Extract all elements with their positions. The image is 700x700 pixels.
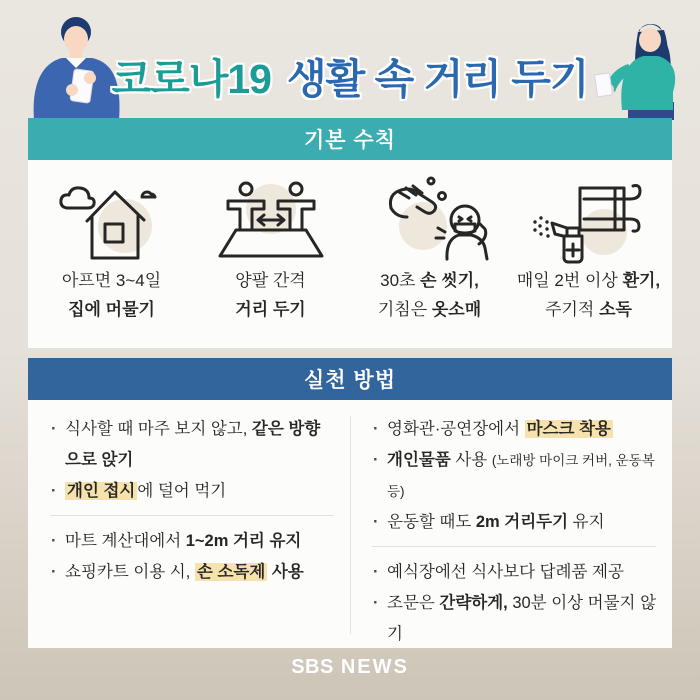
rule-ventilation (509, 172, 668, 348)
distance-icon (201, 172, 341, 266)
practice-header: 실천 방법 (28, 358, 672, 400)
rule-line1: 매일 2번 이상 환기, (516, 271, 661, 290)
logo-news: NEWS (340, 656, 409, 678)
list-item: · 개인물품 사용 (노래방 마이크 커버, 운동복 등) (372, 445, 656, 507)
practice-list-events (372, 546, 656, 650)
list-item: · 개인 접시 에 덜어 먹기 (50, 476, 334, 507)
sbs-news-logo (0, 656, 700, 679)
rule-line2: 집에 머물기 (68, 300, 155, 319)
rule-hand-wash (350, 172, 509, 348)
practice-card (28, 358, 672, 648)
stay-home-icon (42, 172, 182, 266)
list-item: · 영화관·공연장에서 마스크 착용 (372, 414, 656, 445)
rule-line1: 아프면 3~4일 (61, 271, 162, 290)
rule-stay-home (32, 172, 191, 348)
title-covid19: 코로나19 (111, 56, 271, 102)
rule-line2: 주기적 소독 (545, 300, 632, 319)
rule-distance (191, 172, 350, 348)
page-title (0, 46, 700, 105)
basic-rules-body (28, 160, 672, 348)
practice-right-column (350, 406, 672, 650)
title-distancing: 생활 속 거리 두기 (287, 56, 589, 102)
rule-line2: 거리 두기 (235, 300, 306, 319)
practice-left-column (28, 406, 350, 650)
practice-list-dining (50, 414, 334, 507)
column-divider (350, 416, 351, 634)
rule-line1: 양팔 간격 (235, 271, 306, 290)
basic-rules-header: 기본 수칙 (28, 118, 672, 160)
list-item: · 조문은 간략하게, 30분 이상 머물지 않기 (372, 588, 656, 650)
practice-list-leisure (372, 414, 656, 538)
rule-line1: 30초 손 씻기, (380, 271, 479, 290)
list-item: · 운동할 때도 2m 거리두기 유지 (372, 507, 656, 538)
list-item: · 예식장에선 식사보다 답례품 제공 (372, 557, 656, 588)
list-item: · 쇼핑카트 이용 시, 손 소독제 사용 (50, 557, 334, 588)
list-item: · 마트 계산대에서 1~2m 거리 유지 (50, 526, 334, 557)
practice-body (28, 400, 672, 648)
logo-sbs: SBS (291, 656, 334, 678)
ventilation-icon (519, 172, 659, 266)
rule-line2: 기침은 옷소매 (377, 300, 482, 319)
practice-list-shopping (50, 515, 334, 588)
list-item: · 식사할 때 마주 보지 않고, 같은 방향으로 앉기 (50, 414, 334, 476)
hand-wash-icon (360, 172, 500, 266)
basic-rules-card (28, 118, 672, 348)
